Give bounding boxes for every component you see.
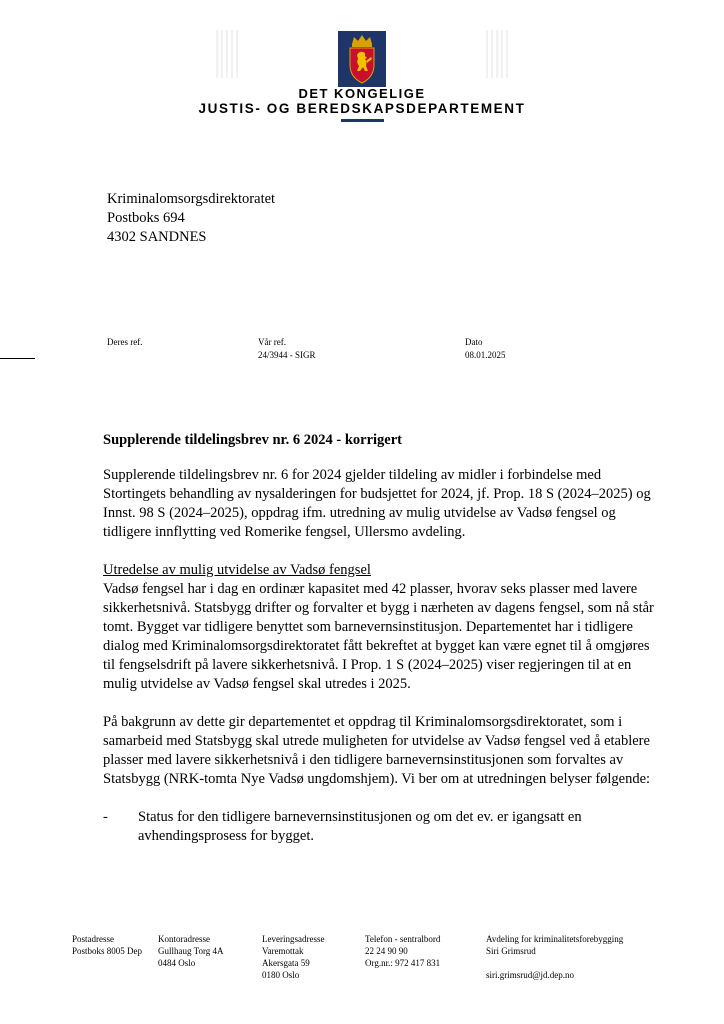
var-ref-value: 24/3944 - SIGR [258,350,316,360]
deres-ref [107,336,142,349]
footer-kontoradresse [158,933,224,969]
bullet-text: Status for den tidligere barnevernsinstitusjonen og om det ev. er igangsatt en avhendingsprosess for bygget. [138,809,582,844]
footer-value: 22 24 90 90 [365,946,408,956]
footer-label: Postadresse [72,934,114,944]
recipient-postbox: Postboks 694 [107,210,185,226]
footer-value: Akersgata 59 [262,958,310,968]
var-ref-label: Vår ref. [258,337,286,347]
footer-value: 0180 Oslo [262,970,300,980]
ministry-name-line1: DET KONGELIGE [298,86,426,101]
section-paragraph: Vadsø fengsel har i dag en ordinær kapasitet med 42 plasser, hvorav seks plasser med lavere sikkerhetsnivå. Statsbygg drifter og forvalter et bygg i nærheten av dagens fengsel, som nå står tomt. Bygget var tidligere benyttet som barnevernsinstitusjon. Departementet har i tidligere dialog med Kriminalomsorgsdirektoratet fått bekreftet at bygget kan være egnet til å omgjøres til fengselsdrift på lavere sikkerhetsnivå. I Prop. 1 S (2024–2025) viser regjeringen til at en mulig utvidelse av Vadsø fengsel skal utredes i 2025. [103,581,654,692]
footer-contact-email[interactable]: siri.grimsrud@jd.dep.no [486,970,575,980]
letter-title: Supplerende tildelingsbrev nr. 6 2024 - korrigert [103,432,403,448]
date-ref [465,336,506,362]
footer-contact-name: Siri Grimsrud [486,946,536,956]
bullet-marker: - [103,809,108,825]
assignment-paragraph: På bakgrunn av dette gir departementet et oppdrag til Kriminalomsorgsdirektoratet, som i samarbeid med Statsbygg skal utrede muligheten for utvidelse av Vadsø fengsel ved å etablere plasser med lavere sikkerhetsnivå i den tidligere barnevernsinstitusjonen som forvaltes av Statsbygg (NRK-tomta Nye Vadsø ungdomshjem). Vi ber om at utredningen belyser følgende: [103,714,651,787]
recipient-postcode-city: 4302 SANDNES [107,229,207,245]
footer-avdeling [486,933,623,981]
crest-watermark-left [216,30,238,78]
footer-value: Varemottak [262,946,304,956]
letterhead [0,0,724,130]
coat-of-arms-icon [338,31,386,87]
footer-postadresse [72,933,142,957]
letter-body [103,431,663,846]
recipient-address [107,190,275,247]
footer-value: Postboks 8005 Dep [72,946,143,956]
crest-watermark-right [486,30,508,78]
footer-label: Leveringsadresse [262,934,325,944]
footer-label: Avdeling for kriminalitetsforebygging [486,934,624,944]
ministry-name-line2: JUSTIS- OG BEREDSKAPSDEPARTEMENT [198,101,526,116]
list-item [103,808,663,846]
date-label: Dato [465,337,483,347]
footer-telefon [365,933,440,969]
footer-orgnr: Org.nr.: 972 417 831 [365,958,441,968]
header-rule [341,119,384,122]
footer-leveringsadresse [262,933,324,981]
footer-label: Kontoradresse [158,934,210,944]
footer-label: Telefon - sentralbord [365,934,441,944]
fold-mark [0,358,35,359]
var-ref [258,336,316,362]
deres-ref-label: Deres ref. [107,337,143,347]
footer-value: Gullhaug Torg 4A [158,946,224,956]
date-value: 08.01.2025 [465,350,506,360]
intro-paragraph: Supplerende tildelingsbrev nr. 6 for 2024 gjelder tildeling av midler i forbindelse med Stortingets behandling av nysalderingen for budsjettet for 2024, jf. Prop. 18 S (2024–2025) og Innst. 98 S (2024–2025), oppdrag ifm. utredning av mulig utvidelse av Vadsø fengsel og tidligere innflytting ved Romerike fengsel, Ullersmo avdeling. [103,467,651,540]
recipient-name: Kriminalomsorgsdirektoratet [107,191,276,207]
footer-value: 0484 Oslo [158,958,196,968]
section-heading: Utredelse av mulig utvidelse av Vadsø fengsel [103,562,371,578]
